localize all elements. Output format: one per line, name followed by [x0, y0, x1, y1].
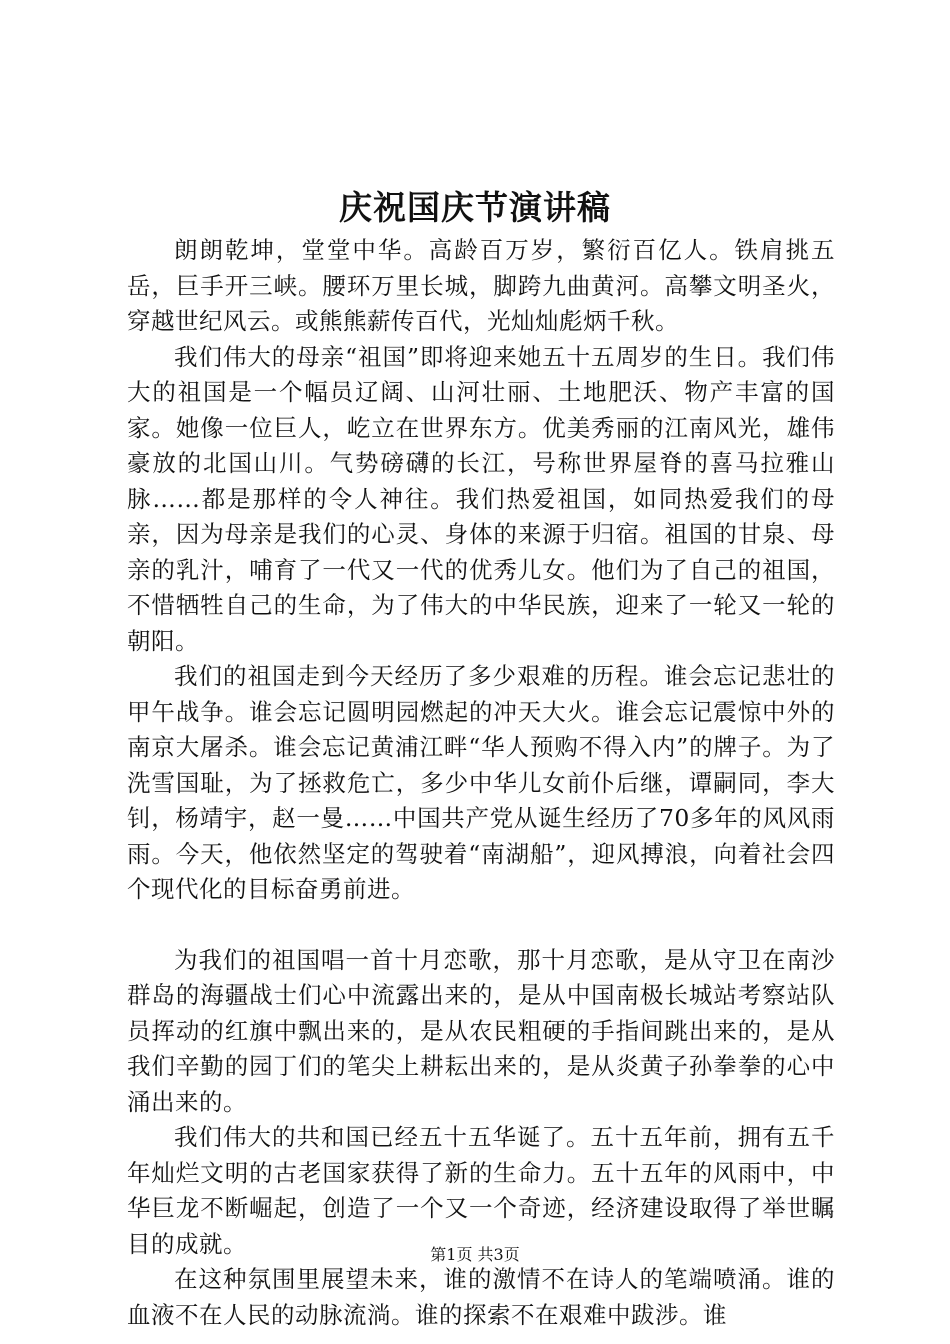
paragraph-gap [127, 908, 835, 943]
paragraph-2: 我们伟大的母亲“祖国”即将迎来她五十五周岁的生日。我们伟大的祖国是一个幅员辽阔、山河壮丽、土地肥沃、物产丰富的国家。她像一位巨人，屹立在世界东方。优美秀丽的江南风光，雄伟豪放的北国山川。气势磅礴的长江，号称世界屋脊的喜马拉雅山脉……都是那样的令人神往。我们热爱祖国，如同热爱我们的母亲，因为母亲是我们的心灵、身体的来源于归宿。祖国的甘泉、母亲的乳汁，哺育了一代又一代的优秀儿女。他们为了自己的祖国，不惜牺牲自己的生命，为了伟大的中华民族，迎来了一轮又一轮的朝阳。 [127, 342, 835, 655]
paragraph-5: 我们伟大的共和国已经五十五华诞了。五十五年前，拥有五千年灿烂文明的古老国家获得了新的生命力。五十五年的风雨中，中华巨龙不断崛起，创造了一个又一个奇迹，经济建设取得了举世瞩目的成就。 [127, 1123, 835, 1258]
paragraph-1: 朗朗乾坤，堂堂中华。高龄百万岁，繁衍百亿人。铁肩挑五岳，巨手开三峡。腰环万里长城，脚跨九曲黄河。高攀文明圣火，穿越世纪风云。或熊熊薪传百代，光灿灿彪炳千秋。 [127, 236, 835, 335]
document-body [127, 233, 835, 1333]
document-title: 庆祝国庆节演讲稿 [339, 188, 611, 227]
page-footer: 第1页 共3页 [430, 1245, 520, 1264]
paragraph-6: 在这种氛围里展望未来，谁的激情不在诗人的笔端喷涌。谁的血液不在人民的动脉流淌。谁的探索不在艰难中跋涉。谁 [127, 1265, 835, 1329]
paragraph-3: 我们的祖国走到今天经历了多少艰难的历程。谁会忘记悲壮的甲午战争。谁会忘记圆明园燃起的冲天大火。谁会忘记震惊中外的南京大屠杀。谁会忘记黄浦江畔“华人预购不得入内”的牌子。为了洗雪国耻，为了拯救危亡，多少中华儿女前仆后继，谭嗣同，李大钊，杨靖宇，赵一曼……中国共产党从诞生经历了70多年的风风雨雨。今天，他依然坚定的驾驶着“南湖船”，迎风搏浪，向着社会四个现代化的目标奋勇前进。 [127, 662, 835, 903]
paragraph-4: 为我们的祖国唱一首十月恋歌，那十月恋歌，是从守卫在南沙群岛的海疆战士们心中流露出来的，是从中国南极长城站考察站队员挥动的红旗中飘出来的，是从农民粗硬的手指间跳出来的，是从我们辛勤的园丁们的笔尖上耕耘出来的，是从炎黄子孙拳拳的心中涌出来的。 [127, 945, 835, 1116]
